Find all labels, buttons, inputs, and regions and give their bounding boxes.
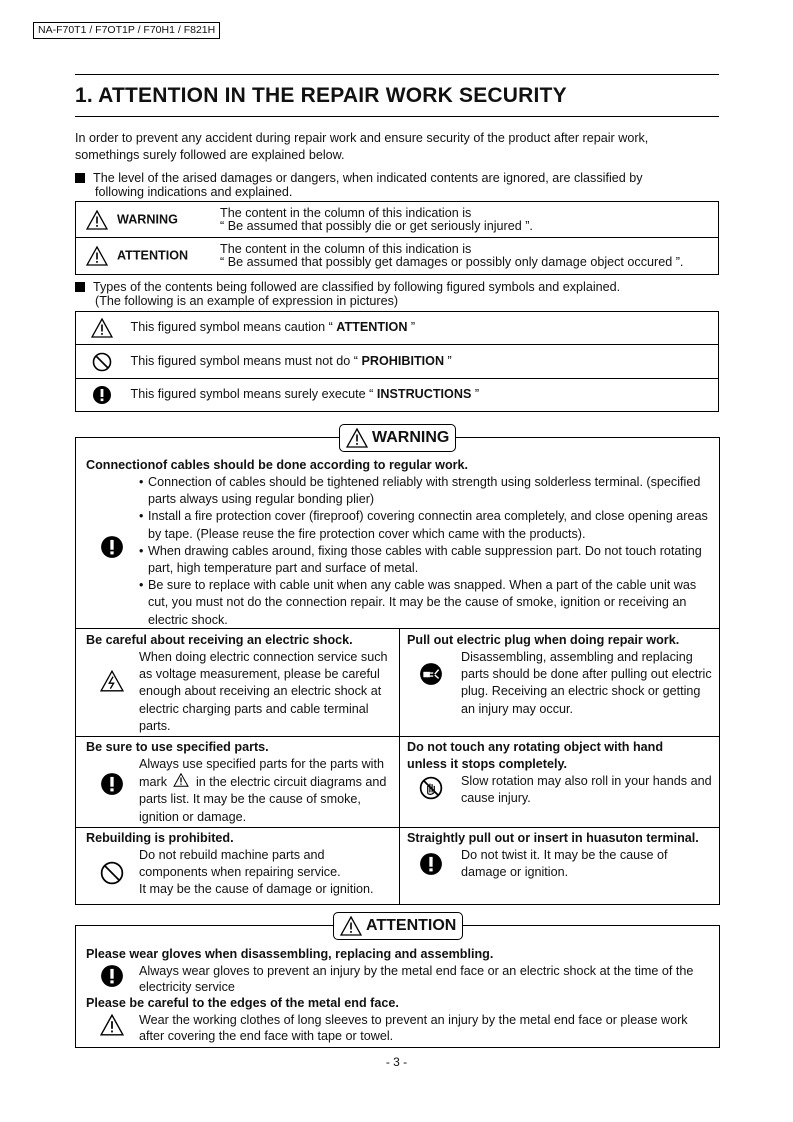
electric-shock-icon <box>100 670 124 692</box>
divider <box>399 628 400 904</box>
level-label: ATTENTION <box>117 248 189 263</box>
caution-triangle-icon <box>91 318 113 338</box>
no-touch-hand-icon <box>419 776 443 800</box>
shock-heading: Be careful about receiving an electric shock. <box>86 633 353 647</box>
top-rule <box>75 74 719 75</box>
warning-section <box>75 437 720 905</box>
instruction-icon <box>100 772 124 796</box>
rotating-heading-line1: Do not touch any rotating object with hand <box>407 740 664 754</box>
title-rule <box>75 116 719 117</box>
caution-triangle-icon <box>340 916 362 936</box>
terminal-heading: Straightly pull out or insert in huasuton terminal. <box>407 831 699 845</box>
bullet-symbols: Types of the contents being followed are classified by following figured symbols and explained. (The following is an example of expression in pictures) <box>75 279 719 310</box>
shock-block: Be careful about receiving an electric shock. When doing electric connection service such as voltage measurement, please be careful enough about receiving an electric shock at electric charging parts and cable terminal parts. <box>86 632 396 735</box>
symbol-row-instructions: This figured symbol means surely execute “ INSTRUCTIONS ” <box>76 379 719 412</box>
instruction-icon <box>419 852 443 876</box>
bullet-square-icon <box>75 282 85 292</box>
prohibition-icon <box>100 861 124 885</box>
edges-heading: Please be careful to the edges of the metal end face. <box>86 996 399 1010</box>
divider <box>76 736 719 737</box>
bullet-square-icon <box>75 173 85 183</box>
divider <box>76 827 719 828</box>
rebuild-heading: Rebuilding is prohibited. <box>86 831 234 845</box>
caution-triangle-icon <box>86 210 108 230</box>
page-title: 1. ATTENTION IN THE REPAIR WORK SECURITY <box>75 84 567 107</box>
symbols-table <box>75 311 719 412</box>
instruction-icon <box>91 385 113 405</box>
bullet-levels: The level of the arised damages or dangers, when indicated contents are ignored, are classified by following indications and explained. <box>75 170 719 201</box>
warning-tag: WARNING <box>339 424 456 452</box>
page-number: - 3 - <box>385 1055 408 1069</box>
cables-list <box>139 474 717 629</box>
parts-block: Be sure to use specified parts. Always use specified parts for the parts with mark in the electric circuit diagrams and parts list. It may be the cause of smoke, ignition or damage. <box>86 739 396 826</box>
levels-table <box>75 201 719 275</box>
caution-triangle-icon <box>173 773 189 787</box>
level-row-attention: ATTENTION The content in the column of this indication is “ Be assumed that possibly get damages or possibly only damage object occured ”. <box>76 238 719 275</box>
gloves-heading: Please wear gloves when disassembling, replacing and assembling. <box>86 947 494 961</box>
intro-text: In order to prevent any accident during repair work and ensure security of the product after repair work, somethings surely followed are explained below. <box>75 131 649 162</box>
cables-heading: Connectionof cables should be done according to regular work. <box>86 458 469 472</box>
prohibition-icon <box>91 352 113 372</box>
unplug-icon <box>419 662 443 686</box>
level-row-warning: WARNING The content in the column of this indication is “ Be assumed that possibly die or get seriously injured ”. <box>76 202 719 238</box>
rotating-block: Do not touch any rotating object with hand unless it stops completely. Slow rotation may also roll in your hands and cause injury. <box>407 739 717 807</box>
level-label: WARNING <box>117 211 178 226</box>
terminal-block: Straightly pull out or insert in huasuton terminal. Do not twist it. It may be the cause of damage or ignition. <box>407 830 719 881</box>
model-number: NA-F70T1 / F7OT1P / F70H1 / F821H <box>33 22 220 39</box>
symbol-row-attention: This figured symbol means caution “ ATTENTION ” <box>76 312 719 345</box>
list-item: • When drawing cables around, fixing those cables with cable suppression part. Do not touch rotating part, high temperature part and surface of metal. <box>139 543 717 577</box>
rebuild-block: Rebuilding is prohibited. Do not rebuild machine parts and components when repairing service. It may be the cause of damage or ignition. <box>86 830 396 899</box>
caution-triangle-icon <box>86 246 108 266</box>
list-item: • Install a fire protection cover (fireproof) covering connectin area completely, and close opening areas by tape. (Please reuse the fire protection cover which came with the products). <box>139 508 717 542</box>
gloves-block: Please wear gloves when disassembling, replacing and assembling. Always wear gloves to prevent an injury by the metal end face or an electric shock at the time of the electricity service <box>86 946 716 995</box>
caution-triangle-icon <box>100 1014 124 1036</box>
edges-block: Please be careful to the edges of the metal end face. Wear the working clothes of long sleeves to prevent an injury by the metal end face or please work after covering the end face with tape or towel. <box>86 995 716 1044</box>
instruction-icon <box>100 535 124 559</box>
instruction-icon <box>100 964 124 988</box>
list-item: • Be sure to replace with cable unit when any cable was snapped. When a part of the cable unit was cut, you must not do the connection repair. It may be the cause of smoke, ignition or receiving an electric shock. <box>139 577 717 629</box>
attention-tag: ATTENTION <box>333 912 463 940</box>
rotating-heading-line2: unless it stops completely. <box>407 757 568 771</box>
symbol-row-prohibition: This figured symbol means must not do “ PROHIBITION ” <box>76 345 719 379</box>
plug-heading: Pull out electric plug when doing repair work. <box>407 633 680 647</box>
caution-triangle-icon <box>346 428 368 448</box>
cables-block <box>86 457 716 629</box>
parts-heading: Be sure to use specified parts. <box>86 740 269 754</box>
attention-section <box>75 925 720 1048</box>
plug-block: Pull out electric plug when doing repair work. Disassembling, assembling and replacing parts should be done after pulling out electric plug. Receiving an electric shock or getting an injury may occur. <box>407 632 717 718</box>
list-item: • Connection of cables should be tightened reliably with strength using solderless terminal. (specified parts always using regular bonding plier) <box>139 474 717 508</box>
